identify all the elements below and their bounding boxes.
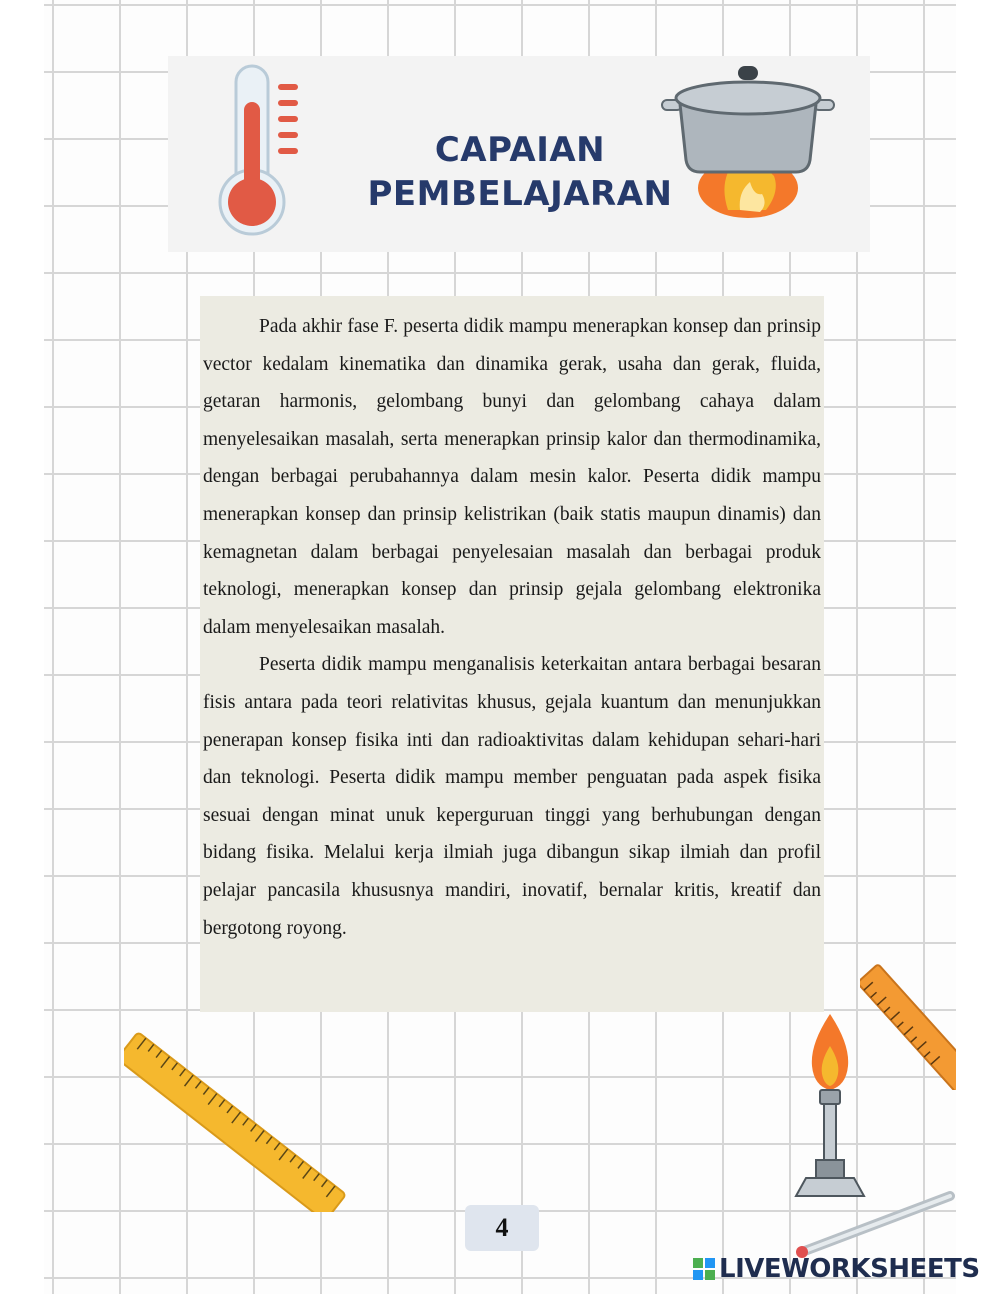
brand-watermark <box>693 1252 980 1286</box>
title-line-1: CAPAIAN <box>434 130 606 170</box>
learning-outcomes-text <box>203 308 821 947</box>
cooking-pot-on-fire-icon <box>658 60 838 220</box>
bunsen-burner-icon <box>790 1010 872 1202</box>
thermometer-icon <box>214 62 304 242</box>
glass-rod-icon <box>790 1188 960 1262</box>
paragraph-2: Peserta didik mampu menganalisis keterkaitan antara berbagai besaran fisis antara pada teori relativitas khusus, gejala kuantum dan menunjukkan penerapan konsep fisika inti dan radioaktivitas dalam kehidupan sehari-hari dan teknologi. Peserta didik mampu member penguatan pada aspek fisika sesuai dengan minat unuk keperguruan tinggi yang berhubungan dengan bidang fisika. Melalui kerja ilmiah juga dibangun sikap ilmiah dan profil pelajar pancasila khususnya mandiri, inovatif, bernalar kritis, kreatif dan bergotong royong. <box>203 654 821 939</box>
brand-name: LIVEWORKSHEETS <box>719 1254 980 1284</box>
paragraph-1: Pada akhir fase F. peserta didik mampu menerapkan konsep dan prinsip vector kedalam kinematika dan dinamika gerak, usaha dan gerak, fluida, getaran harmonis, gelombang bunyi dan gelombang cahaya dalam menyelesaikan masalah, serta menerapkan prinsip kalor dan thermodinamika, dengan berbagai perubahannya dalam mesin kalor. Peserta didik mampu menerapkan konsep dan prinsip kelistrikan (baik statis maupun dinamis) dan kemagnetan dalam berbagai penyelesaian masalah dan berbagai produk teknologi, menerapkan konsep dan prinsip gejala gelombang elektronika dalam menyelesaikan masalah. <box>203 316 821 638</box>
liveworksheets-logo-icon <box>693 1258 715 1280</box>
ruler-icon <box>860 960 956 1090</box>
page-number: 4 <box>465 1205 539 1251</box>
page-title <box>350 128 690 216</box>
title-line-2: PEMBELAJARAN <box>367 174 673 214</box>
ruler-icon <box>124 1018 360 1212</box>
